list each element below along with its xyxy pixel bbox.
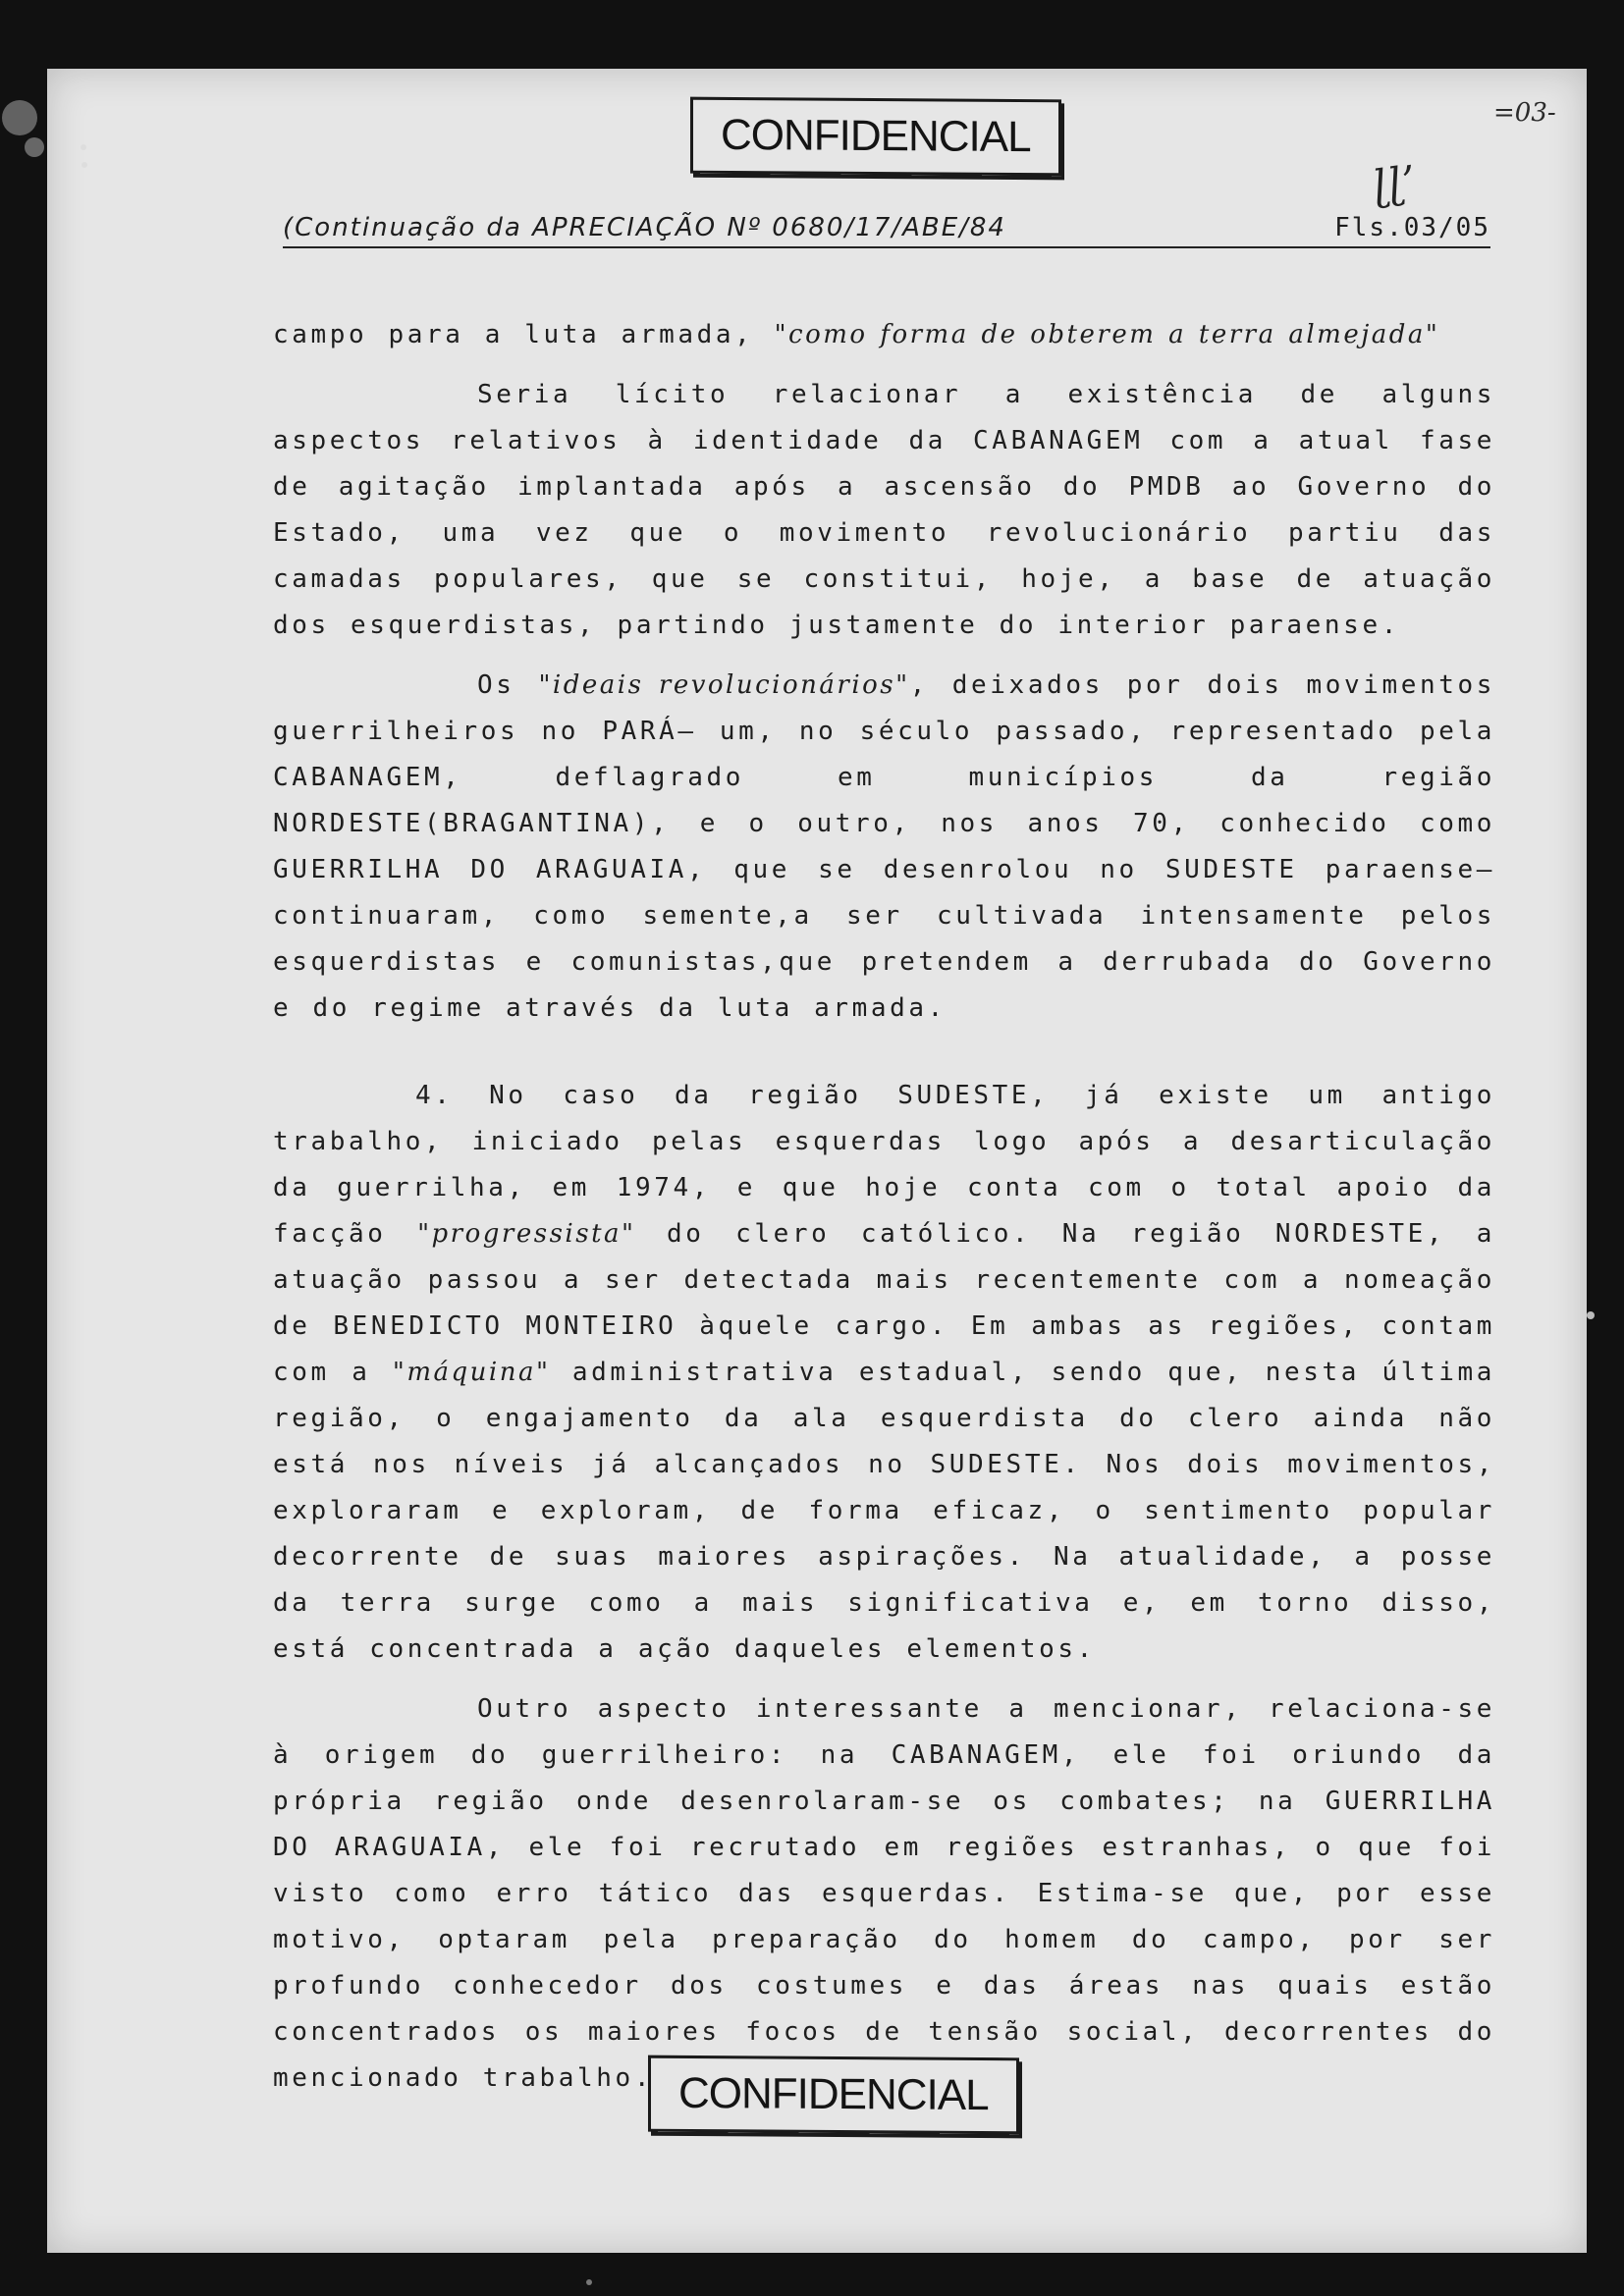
paragraph-text: do clero católico. Na região NORDESTE, a atuação passou a ser detectada mais recentemente com a nomeação de BENEDICTO MONTEIRO àquele cargo. Em ambas as regiões, contam com a <box>273 1219 1495 1387</box>
paragraph-ideais <box>273 663 1495 1032</box>
paragraph-text: campo para a luta armada, <box>273 320 775 349</box>
document-body <box>273 312 1495 2102</box>
page-number-mark: =03- <box>1493 98 1556 128</box>
quoted-phrase: "máquina" <box>392 1358 551 1387</box>
quoted-phrase: "progressista" <box>417 1219 636 1249</box>
confidential-stamp-bottom: CONFIDENCIAL <box>648 2056 1019 2135</box>
quoted-phrase: "ideais revolucionários" <box>538 670 910 700</box>
folio-number: Fls.03/05 <box>1334 213 1490 242</box>
paragraph-text: , deixados por dois movimentos guerrilheiros no PARÁ— um, no século passado, representado pela CABANAGEM, deflagrado em municípios da região NORDESTE(BRAGANTINA), e o outro, nos anos 70, conhecido como GUERRILHA DO ARAGUAIA, que se desenrolou no SUDESTE paraense— continuaram, como semente,a ser cultivada intensamente pelos esquerdistas e comunistas,que pretendem a derrubada do Governo e do regime através da luta armada. <box>273 670 1495 1023</box>
paragraph-cabanagem: Seria lícito relacionar a existência de alguns aspectos relativos à identidade da CABANAGEM com a atual fase de agitação implantada após a ascensão do PMDB ao Governo do Estado, uma vez que o movimento revolucionário partiu das camadas populares, que se constitui, hoje, a base de atuação dos esquerdistas, partindo justamente do interior paraense. <box>273 380 1495 640</box>
paragraph-text: 4. No caso da região SUDESTE, já existe um antigo trabalho, iniciado pelas esquerdas logo após a desarticulação da guerrilha, em 1974, e que hoje conta com o total apoio da facção <box>273 1081 1495 1249</box>
continuation-reference: (Continuação da APRECIAÇÃO Nº 0680/17/ABE/84 <box>283 213 1006 242</box>
paragraph-text: administrativa estadual, sendo que, nesta última região, o engajamento da ala esquerdista do clero ainda não está nos níveis já alcançados no SUDESTE. Nos dois movimentos, exploraram e exploram, de forma eficaz, o sentimento popular decorrente de suas maiores aspirações. Na atualidade, a posse da terra surge como a mais significativa e, em torno disso, está concentrada a ação daqueles elementos. <box>273 1358 1495 1664</box>
paragraph-item-4 <box>273 1073 1495 1673</box>
quoted-phrase: "como forma de obterem a terra almejada" <box>774 320 1440 349</box>
paragraph-continuation <box>273 312 1495 358</box>
handwritten-initials: ɭɭ’ <box>1369 156 1420 210</box>
paragraph-origem-guerrilheiro: Outro aspecto interessante a mencionar, relaciona-se à origem do guerrilheiro: na CABANAGEM, ele foi oriundo da própria região onde desenrolaram-se os combates; na GUERRILHA DO ARAGUAIA, ele foi recrutado em regiões estranhas, o que foi visto como erro tático das esquerdas. Estima-se que, por esse motivo, optaram pela preparação do homem do campo, por ser profundo conhecedor dos costumes e das áreas nas quais estão concentrados os maiores focos de tensão social, decorrentes do mencionado trabalho. <box>273 1694 1495 2093</box>
confidential-stamp-top: CONFIDENCIAL <box>690 97 1061 177</box>
paragraph-text: Os <box>477 670 539 700</box>
document-header <box>283 213 1490 248</box>
